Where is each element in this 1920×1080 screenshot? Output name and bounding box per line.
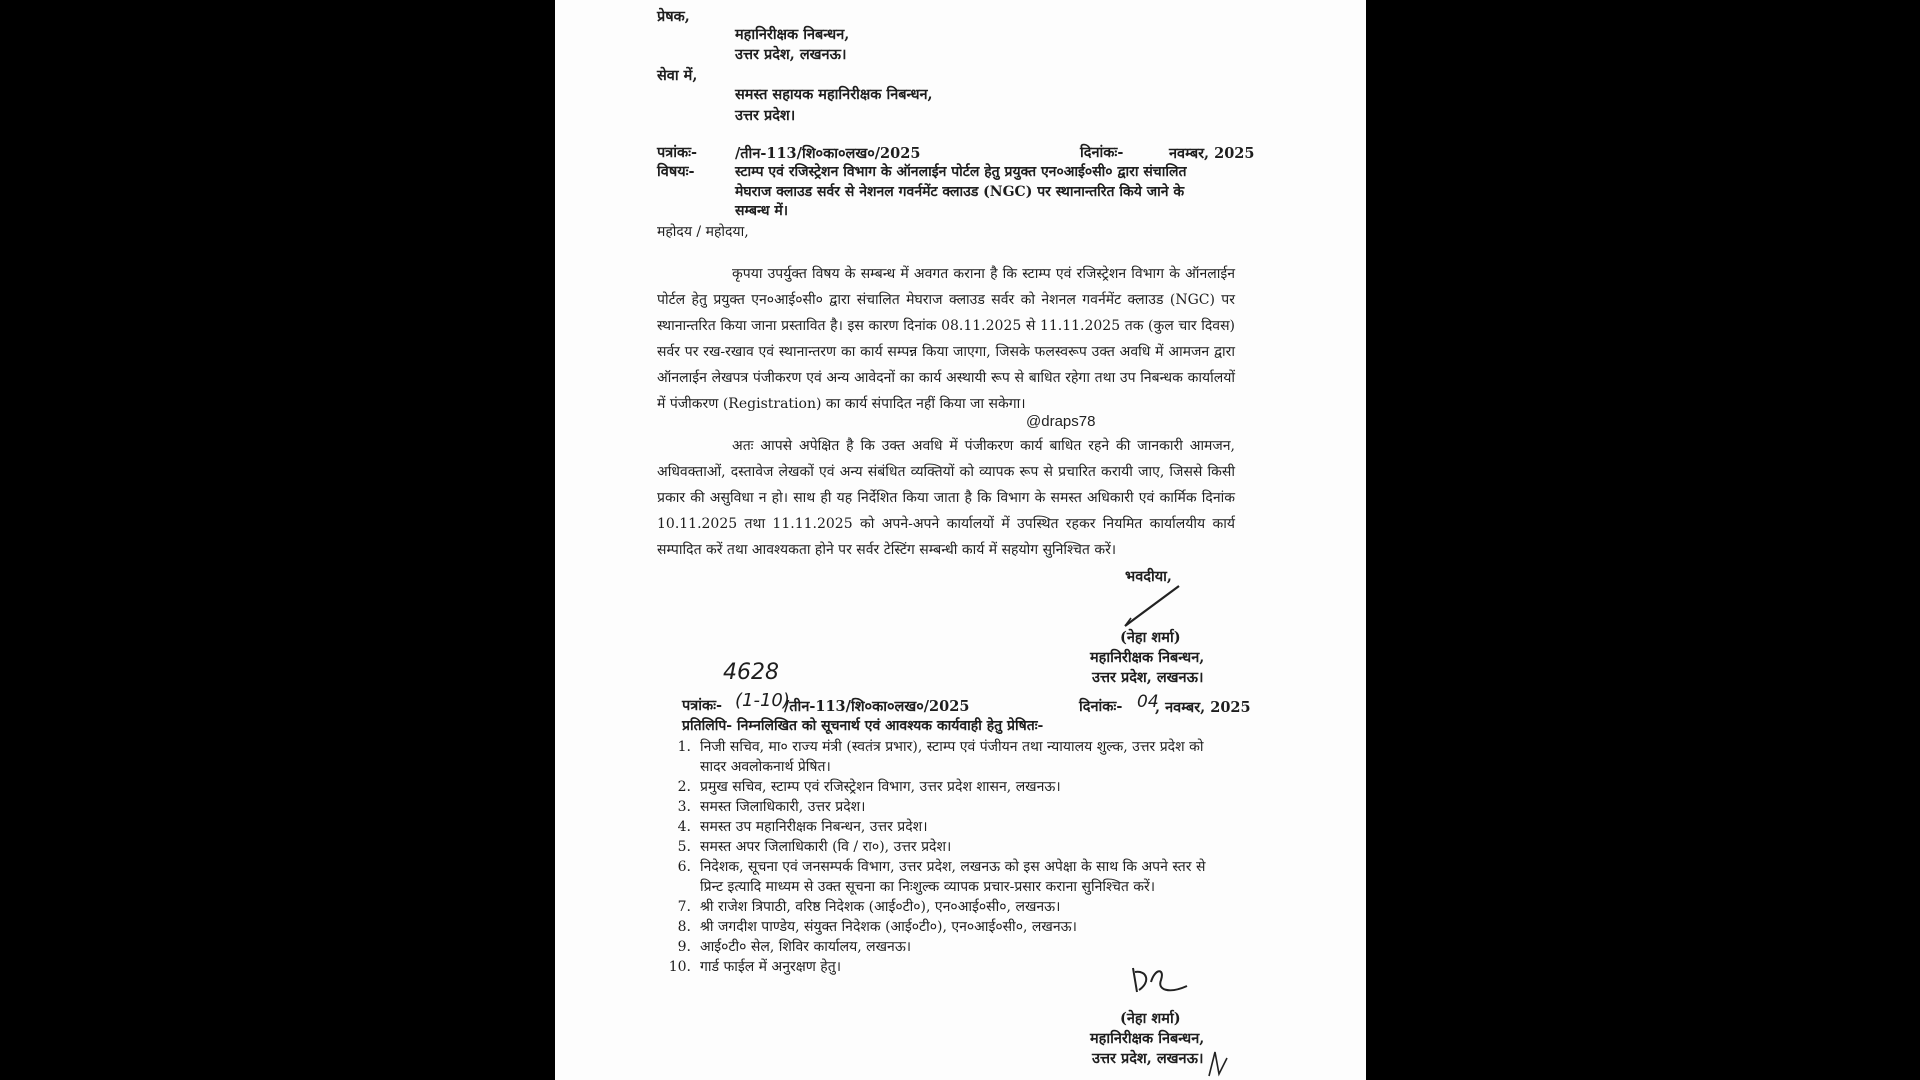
letter-no-label: पत्रांकः- — [657, 144, 698, 161]
signatory-place-1: उत्तर प्रदेश, लखनऊ। — [1092, 669, 1204, 686]
signatory-name-1: (नेहा शर्मा) — [1120, 629, 1181, 646]
list-item-text: समस्त अपर जिलाधिकारी (वि / रा०), उत्तर प्रदेश। — [700, 839, 952, 855]
list-item-text: श्री राजेश त्रिपाठी, वरिष्ठ निदेशक (आई०टी०), एन०आई०सी०, लखनऊ। — [700, 899, 1061, 915]
body-paragraph-2: अतः आपसे अपेक्षित है कि उक्त अवधि में पंजीकरण कार्य बाधित रहने की जानकारी आमजन, अधिवक्ताओं, दस्तावेज लेखकों एवं अन्य संबंधित व्यक्तियों को व्यापक रूप से प्रचारित करायी जाए, जिससे किसी प्रकार की असुविधा न हो। साथ ही यह निर्देशित किया जाता है कि विभाग के समस्त अधिकारी एवं कार्मिक दिनांक 10.11.2025 तथा 11.11.2025 को अपने-अपने कार्यालयों में उपस्थित रहकर नियमित कार्यालयीय कार्य सम्पादित करें तथा आवश्यकता होने पर सर्वर टेस्टिंग सम्बन्धी कार्य में सहयोग सुनिश्चित करें। — [657, 438, 1235, 558]
body-paragraph-1: कृपया उपर्युक्त विषय के सम्बन्ध में अवगत कराना है कि स्टाम्प एवं रजिस्ट्रेशन विभाग के ऑनलाईन पोर्टल हेतु प्रयुक्त एन०आई०सी० द्वारा संचालित मेघराज क्लाउड सर्वर को नेशनल गवर्नमेंट क्लाउड (NGC) पर स्थानान्तरित किया जाना प्रस्तावित है। इस कारण दिनांक 08.11.2025 से 11.11.2025 तक (कुल चार दिवस) सर्वर पर रख-रखाव एवं स्थानान्तरण का कार्य सम्पन्न किया जाएगा, जिसके फलस्वरूप उक्त अवधि में आमजन द्वारा ऑनलाईन लेखपत्र पंजीकरण एवं अन्य आवेदनों का कार्य अस्थायी रूप से बाधित रहेगा तथा उप निबन्धक कार्यालयों में पंजीकरण (Registration) का कार्य संपादित नहीं किया जा सकेगा। — [657, 266, 1235, 412]
copy-date-label: दिनांकः- — [1079, 698, 1123, 715]
letter-page — [555, 0, 1366, 1080]
list-item-text: आई०टी० सेल, शिविर कार्यालय, लखनऊ। — [700, 939, 912, 955]
to-line2: उत्तर प्रदेश। — [735, 107, 796, 124]
sender-line2: उत्तर प्रदेश, लखनऊ। — [735, 46, 847, 63]
date-label: दिनांकः- — [1080, 144, 1124, 161]
list-item-number: 4. — [677, 819, 691, 835]
list-item — [677, 797, 1360, 817]
to-line1: समस्त सहायक महानिरीक्षक निबन्धन, — [735, 86, 933, 103]
initial-mark — [1205, 1048, 1235, 1080]
list-item — [668, 957, 1360, 977]
list-item-text-cont: सादर अवलोकनार्थ प्रेषित। — [700, 759, 831, 775]
date-value: नवम्बर, 2025 — [1169, 145, 1255, 162]
list-item-number: 2. — [677, 779, 691, 795]
list-item-text: निजी सचिव, मा० राज्य मंत्री (स्वतंत्र प्रभार), स्टाम्प एवं पंजीयन तथा न्यायालय शुल्क, उत्तर प्रदेश को — [700, 739, 1204, 755]
list-item-number: 5. — [677, 839, 691, 855]
subject-label: विषयः- — [657, 163, 695, 180]
subject-line1: स्टाम्प एवं रजिस्ट्रेशन विभाग के ऑनलाईन पोर्टल हेतु प्रयुक्त एन०आई०सी० द्वारा संचालित — [735, 164, 1187, 180]
list-item-text: प्रमुख सचिव, स्टाम्प एवं रजिस्ट्रेशन विभाग, उत्तर प्रदेश शासन, लखनऊ। — [700, 779, 1061, 795]
signatory-name-2: (नेहा शर्मा) — [1120, 1010, 1181, 1027]
handwritten-date: 04 — [1137, 692, 1159, 712]
list-item-text: समस्त उप महानिरीक्षक निबन्धन, उत्तर प्रदेश। — [700, 819, 928, 835]
list-item — [677, 857, 1360, 897]
list-item — [677, 837, 1360, 857]
list-item-text: श्री जगदीश पाण्डेय, संयुक्त निदेशक (आई०टी०), एन०आई०सी०, लखनऊ। — [700, 919, 1077, 935]
list-item — [677, 817, 1360, 837]
list-item-number: 10. — [668, 959, 691, 975]
closing: भवदीया, — [1125, 568, 1172, 585]
list-item-number: 3. — [677, 799, 691, 815]
list-item-number: 1. — [677, 739, 691, 755]
signatory-designation-2: महानिरीक्षक निबन्धन, — [1090, 1030, 1205, 1047]
to-label: सेवा में, — [657, 67, 698, 84]
signature-stroke-2 — [1125, 960, 1195, 1005]
signature-stroke-1 — [1115, 580, 1185, 630]
sender-label: प्रेषक, — [657, 8, 690, 25]
list-item-text-cont: प्रिन्ट इत्यादि माध्यम से उक्त सूचना का निःशुल्क व्यापक प्रचार-प्रसार कराना सुनिश्चित करें। — [700, 879, 1156, 895]
letter-no: /तीन-113/शि०का०लख०/2025 — [735, 145, 921, 162]
list-item-number: 8. — [677, 919, 691, 935]
list-item-number: 7. — [677, 899, 691, 915]
subject-line2: मेघराज क्लाउड सर्वर से नेशनल गवर्नमेंट क्लाउड (NGC) पर स्थानान्तरित किये जाने के — [735, 184, 1185, 200]
subject-line3: सम्बन्ध में। — [735, 203, 789, 219]
signatory-place-2: उत्तर प्रदेश, लखनऊ। — [1092, 1050, 1204, 1067]
watermark-handle: @draps78 — [1026, 413, 1096, 430]
list-item — [677, 917, 1360, 937]
signatory-designation-1: महानिरीक्षक निबन्धन, — [1090, 649, 1205, 666]
copy-date-value: , नवम्बर, 2025 — [1155, 699, 1251, 716]
list-item — [677, 937, 1360, 957]
handwritten-number: 4628 — [723, 660, 779, 685]
list-item-text: गार्ड फाईल में अनुरक्षण हेतु। — [700, 959, 842, 975]
list-item-number: 6. — [677, 859, 691, 875]
copy-heading: प्रतिलिपि- निम्नलिखित को सूचनार्थ एवं आवश्यक कार्यवाही हेतु प्रेषितः- — [682, 718, 1044, 734]
list-item — [677, 737, 1360, 777]
list-item-text: निदेशक, सूचना एवं जनसम्पर्क विभाग, उत्तर प्रदेश, लखनऊ को इस अपेक्षा के साथ कि अपने स्तर से — [700, 859, 1206, 875]
salutation: महोदय / महोदया, — [657, 224, 749, 240]
handwritten-range: (1-10) — [735, 690, 790, 711]
copy-letter-no-label: पत्रांकः- — [682, 697, 723, 714]
list-item-number: 9. — [677, 939, 691, 955]
list-item — [677, 777, 1360, 797]
sender-line1: महानिरीक्षक निबन्धन, — [735, 26, 850, 43]
list-item — [677, 897, 1360, 917]
list-item-text: समस्त जिलाधिकारी, उत्तर प्रदेश। — [700, 799, 866, 815]
copy-letter-no: /तीन-113/शि०का०लख०/2025 — [784, 698, 970, 715]
